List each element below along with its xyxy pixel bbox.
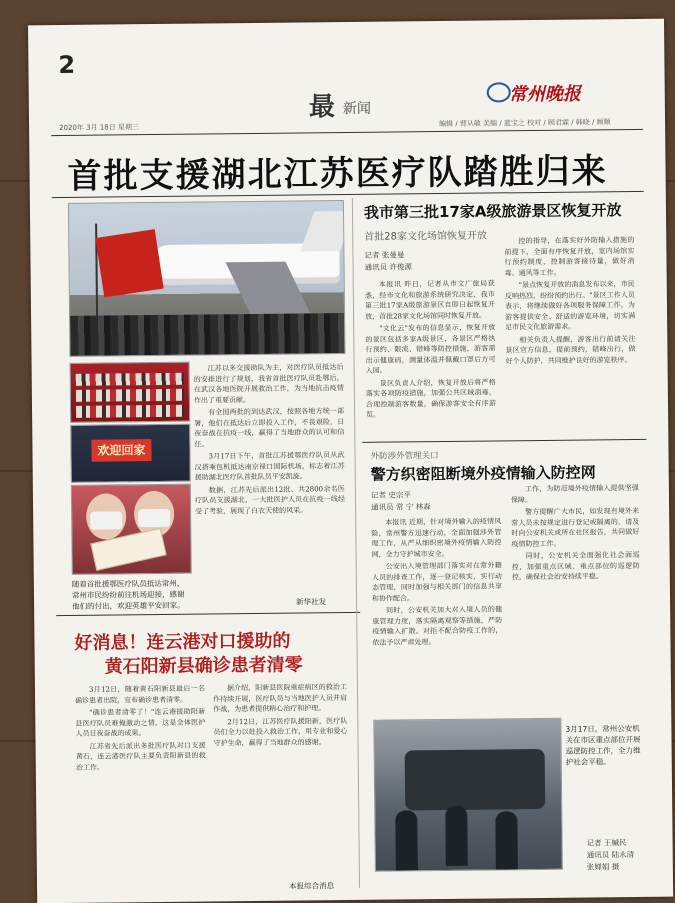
border-body: 本报讯 近期，针对境外输入的疫情风险，常州警方迅速行动，全面加强涉外管理工作，从严从细织密境外疫情输入防控网，全力守护城市安全。 公安出入境管理部门落实对在常外籍人员的排查工作，逐一登记核实，实行动态管理，同时加强与相关部门的信息共享和协作配合。 同时，公安机关加大对入境人员的健康管理力度，落实隔离观察等措施，严防疫情输入扩散。对拒不配合防疫工作的，依法予以严肃处理。 <box>371 517 503 647</box>
left-section-divider <box>56 612 360 616</box>
police-patrol-photo <box>373 718 563 872</box>
airport-photo <box>68 200 346 357</box>
border-body-right: 工作，为防范境外疫情输入提供坚强保障。 警方提醒广大市民，如发现有境外来常人员未按规定进行登记或隔离的，请及时向公安机关或所在社区报告，共同做好疫情防控工作。 同时，公安机关全面强化社会面巡控，加强重点区域、重点部位的巡逻防控，确保社会治安持续平稳。 <box>510 483 640 582</box>
tourism-headline: 我市第三批17家A级旅游景区恢复开放 <box>363 201 622 222</box>
tourism-correspondent: 通讯员 许俊源 <box>364 262 413 272</box>
tourism-body: 本报讯 昨日，记者从市文广旅局获悉，经市文化和旅游系统研究决定，我市第三批17家A级旅游景区自即日起恢复开放，首批28家文化场馆同时恢复开放。 "文化云"发布的信息显示，恢复开放的景区包括多家A级景区，各景区严格执行预约、限流、错峰等防控措施，游客需出示健康码，测量体温并佩戴口罩后方可入园。 景区负责人介绍，恢复开放后将严格落实各项防疫措施，加强公共区域消毒，合理控制游客数量，确保游客安全有序游览。 <box>364 279 497 419</box>
police-photo-caption: 3月17日，常州公安机关在市区重点部位开展巡逻防控工作，全力维护社会平稳。 <box>565 723 641 767</box>
tourism-reporter: 记者 张曼曼 <box>364 250 405 260</box>
good-news-body-left: 3月12日，随着黄石阳新县最后一名确诊患者出院，宣布确诊患者清零。 "确诊患者清零了！"连云港援助阳新县医疗队员难掩激动之情，这是全体医护人员日夜奋战的成果。 江苏省先后派出多批医疗队对口支援黄石，连云港医疗队主要负责阳新县的救治工作。 <box>75 684 206 772</box>
border-correspondent: 通讯员 常 宁 林森 <box>371 502 431 512</box>
section-title: 新闻 <box>342 100 371 118</box>
red-flag <box>95 229 163 297</box>
photo-caption: 随着首批援鄂医疗队员抵达常州，常州市民纷纷前往机场迎接，感谢他们的付出，欢迎英雄平安回家。 <box>71 578 185 611</box>
section-divider <box>362 439 646 443</box>
editor-credits: 编辑 / 臂从敏 美编 / 蓝宝之 校对 / 顾君霖 / 韩晓 / 顾顺 <box>439 118 611 129</box>
police-photo-extra: 张婵娟 摄 <box>586 862 620 872</box>
medical-team-photo <box>70 362 191 423</box>
good-news-headline-2: 黄石阳新县确诊患者清零 <box>104 654 303 678</box>
border-kicker: 外防涉外管理关口 <box>370 451 439 462</box>
good-news-credit: 本报综合消息 <box>288 881 335 891</box>
police-photo-correspondent: 通讯员 陆永清 <box>586 850 635 860</box>
tourism-body-right: 控的指导，在落实好外防输入措施的前提下，全面有序恢复开放，室内场馆实行预约制度，控制游客接待量，做好消毒、通风等工作。 "景点恢复开放的消息发布以来，市民反响热烈，纷纷预约出行。"景区工作人员表示，将继续做好各项服务保障工作，为游客提供安全、舒适的游览环境，切实满足市民文化旅游需求。 相关负责人提醒，游客出行前请关注景区官方信息，提前预约，错峰出行，做好个人防护，共同维护良好的游览秩序。 <box>504 235 636 365</box>
newspaper-logo-icon <box>487 82 511 102</box>
page-number: 2 <box>58 50 76 80</box>
welcome-sign-photo <box>70 424 191 483</box>
date-line: 2020年 3月 18日 星期三 <box>59 123 139 133</box>
good-news-body-right: 据介绍，阳新县医院重症病区的救治工作持续开展，医疗队员与当地医护人员并肩作战，为患者提供精心治疗和护理。 2月12日，江苏医疗队援阳新，医疗队员们全力以赴投入救治工作，用专业和爱心守护生命，赢得了当地群众的感谢。 <box>213 683 348 747</box>
tourism-subhead: 首批28家文化场馆恢复开放 <box>364 230 488 243</box>
masked-nurses-photo <box>71 484 192 575</box>
section-title-char: 最 <box>308 92 336 123</box>
good-news-headline-1: 好消息！连云港对口援助的 <box>74 630 291 654</box>
border-headline: 警方织密阻断境外疫情输入防控网 <box>370 463 596 484</box>
police-photo-reporter: 记者 王槭民 <box>586 838 627 848</box>
border-reporter: 记者 史宗平 <box>370 490 411 500</box>
main-story-body: 江苏以多交援助队为主，对医疗队员抵达后的安排进行了规划，我省首批医疗队员赴鄂后，在武汉各地医院开展救治工作，为当地抗击疫情作出了重要贡献。 有全国两批的到达武汉，按照各地方统一部署，他们在抵达后立即投入工作，不畏艰险，日夜奋战在抗疫一线，赢得了当地群众的认可和信任。 3月17日下午，首批江苏援鄂医疗队员从武汉搭乘包机抵达南京禄口国际机场，标志着江苏援助湖北医疗队首批队员平安凯旋。 数据，江苏先后派出12批、共2800余名医疗队员支援湖北，一大批医护人员在抗疫一线经受了考验，展现了白衣天使的风采。 <box>193 363 346 516</box>
newspaper-page <box>28 19 673 903</box>
masthead-divider <box>51 129 643 136</box>
newspaper-name: 常州晚报 <box>508 83 581 106</box>
police-vehicle <box>405 749 546 810</box>
main-headline: 首批支援湖北江苏医疗队踏胜归来 <box>67 151 608 197</box>
welcome-sign: 欢迎回家 <box>91 439 151 462</box>
main-story-credit: 新华社发 <box>296 597 327 607</box>
column-divider <box>352 198 360 888</box>
